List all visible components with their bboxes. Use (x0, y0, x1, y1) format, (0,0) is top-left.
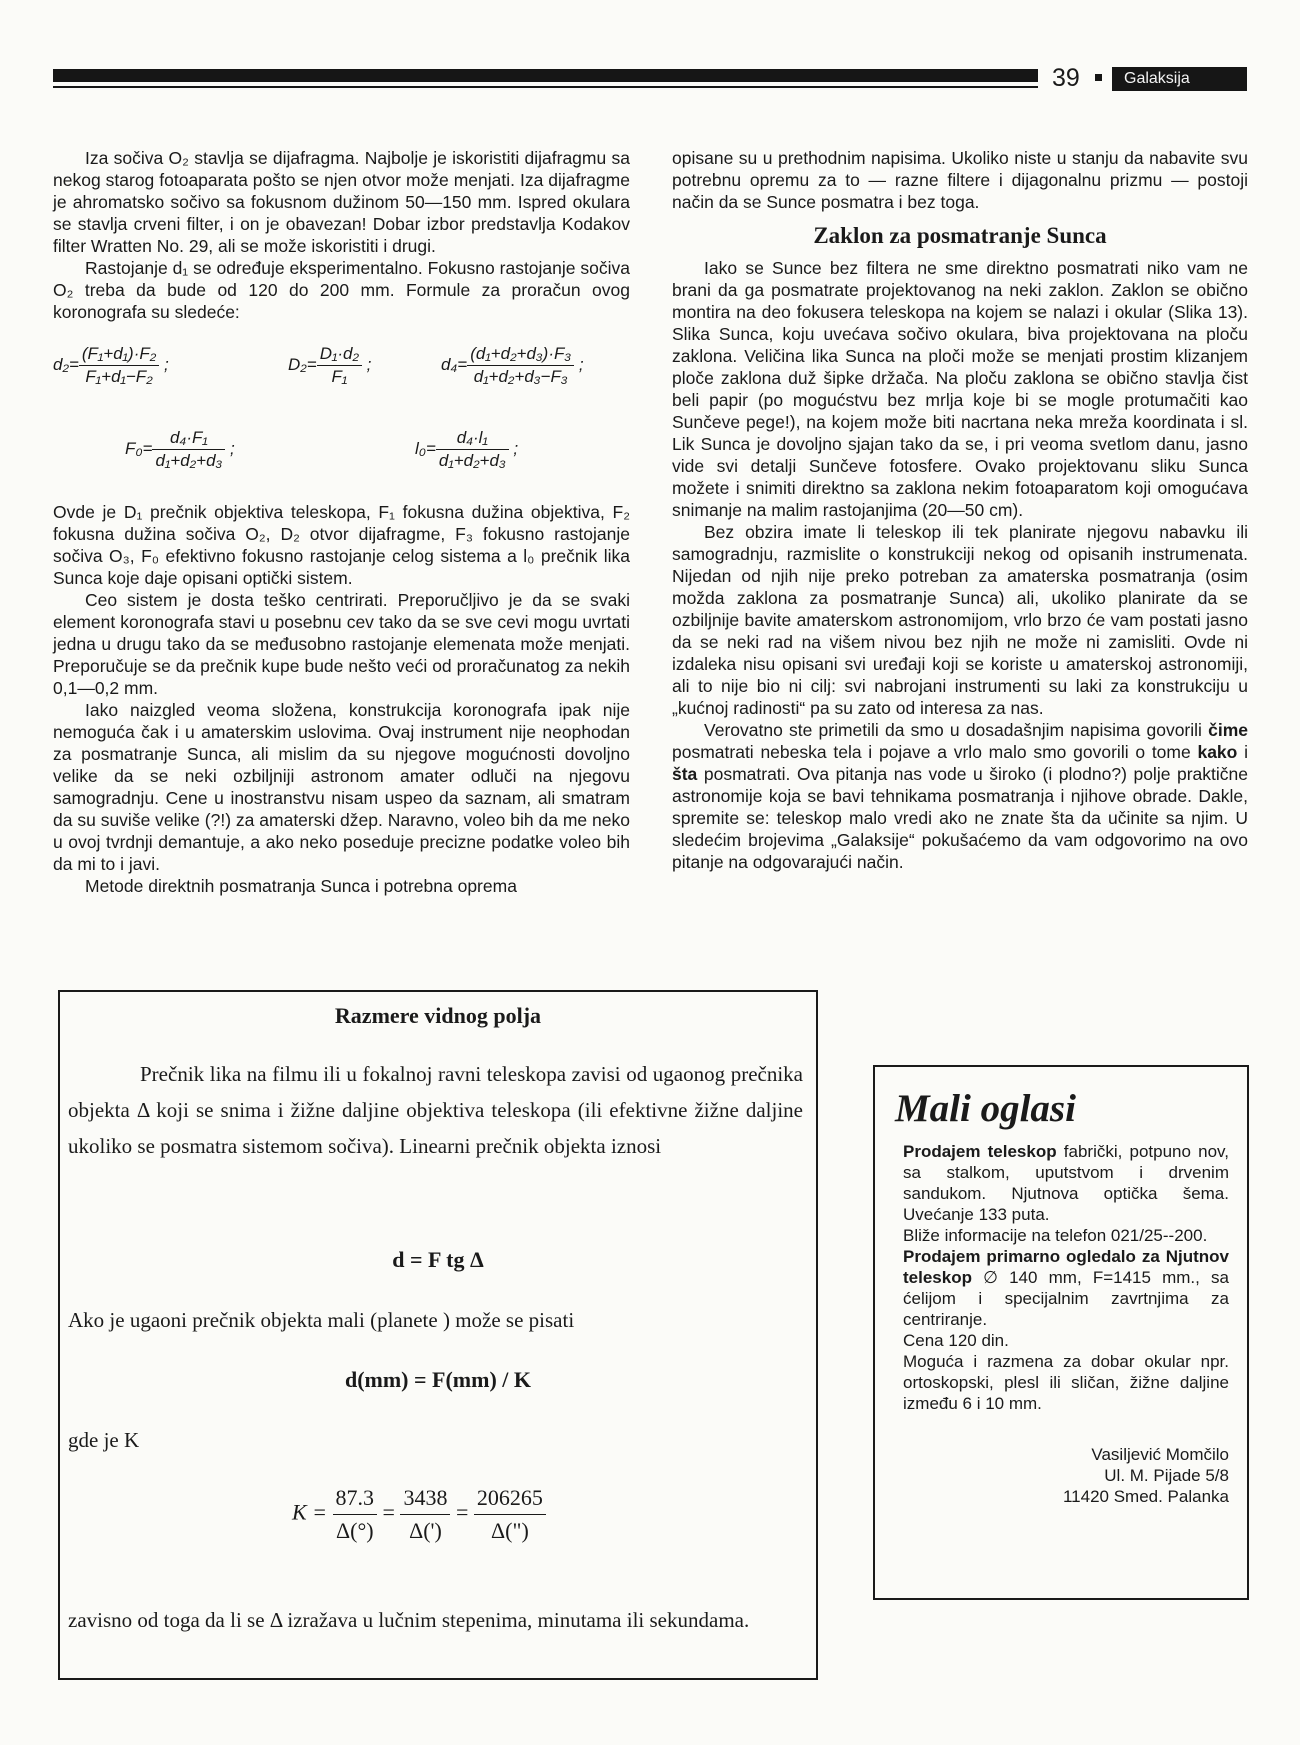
right-paragraph-1: opisane su u prethodnim napisima. Ukoliko niste u stanju da nabavite svu potrebnu opremu za to — razne filtere i dijagonalnu prizmu — postoji način da se Sunce posmatra i bez toga. (672, 148, 1248, 212)
page-number: 39 (1052, 64, 1080, 92)
ad-1: Prodajem teleskop fabrički, potpuno nov, sa stalkom, uputstvom i drvenim sandukom. Njutnova optička šema. Uvećanje 133 puta. (903, 1142, 1229, 1224)
box-paragraph-2: Ako je ugaoni prečnik objekta mali (planete ) može se pisati (68, 1308, 575, 1332)
header-rule-thin (53, 86, 1038, 88)
left-paragraph-4: Ceo sistem je dosta teško centrirati. Preporučljivo je da se svaki element koronografa stavi u posebnu cev tako da se sve cevi mogu uvrtati jedna u drugu tako da se međusobno rastojanje elemenata može menjati. Preporučuje se da prečnik kupe bude nešto veći od proračunatog za nekih 0,1—0,2 mm. (53, 590, 630, 698)
box-paragraph-1: Prečnik lika na filmu ili u fokalnoj ravni teleskopa zavisi od ugaonog prečnika objekta Δ koji se snima i žižne daljine objektiva teleskopa (ili efektivne žižne daljine ukoliko se posmatra sistemom sočiva). Linearni prečnik objekta iznosi (68, 1062, 803, 1158)
ad-1-info: Bliže informacije na telefon 021/25--200. (903, 1226, 1208, 1245)
box-formula-k: K = $\frac{87.3}{\Delta(^\circ)}$ = $\frac{3438}{\Delta(')}$ = $\frac{206265}{\Delta(")}$ (292, 1482, 546, 1547)
formula-d4: d₄= $\frac{\text{(d₁+d₂+d₃)·F₃}}{\text{d₁+d₂+d₃−F₃}}$ ; (441, 344, 584, 386)
right-paragraph-2: Iako se Sunce bez filtera ne sme direktno posmatrati niko vam ne brani da ga posmatrate projektovanog na neki zaklon. Zaklon se obično montira na deo fokusera teleskopa na kojem se nalazi i okular (Slika 13). Slika Sunca, koju uvećava sočivo okulara, biva projektovana na ploču zaklona. Veličina lika Sunca na ploči može se menjati prostim klizanjem ploče zaklona duž šipke držača. Na ploču zaklona se obično stavlja čist beli papir (po mogućstvu bez mrlja koje bi se mogle protumačiti kao Sunčeve pege!), na kojem može biti nacrtana neka mreža koordinata i sl. Lik Sunca je dovoljno sjajan tako da se, i pri veoma svetlom danu, jasno vide svi detalji Sunčeve fotosfere. Ovako projektovanu sliku Sunca možete i snimiti direktno sa zaklona nekim fotoaparatom koji omogućava snimanje na malim rastojanjima (20—50 cm). (672, 258, 1248, 520)
left-paragraph-3: Ovde je D₁ prečnik objektiva teleskopa, F₁ fokusna dužina objektiva, F₂ fokusna dužina sočiva O₂, D₂ otvor dijafragme, F₃ fokusno rastojanje sočiva O₃, F₀ efektivno fokusno rastojanje celog sistema a l₀ prečnik lika Sunca koje daje opisani optički sistem. (53, 502, 630, 588)
formula-l0: l₀= $\frac{\text{d₄·l₁}}{\text{d₁+d₂+d₃}}$ ; (415, 428, 519, 470)
address-name: Vasiljević Momčilo (1091, 1445, 1229, 1464)
advertiser-address (903, 1444, 1229, 1507)
left-paragraph-5: Iako naizgled veoma složena, konstrukcija koronografa ipak nije nemoguća čak i u amaterskim uslovima. Ovaj instrument nije neophodan za posmatranje Sunca, ali mislim da su njegove mogućnosti dovoljno velike da se neki ozbiljniji astronom amater odluči na njegovu samogradnju. Cene u inostranstvu nisam uspeo da saznam, ali smatram da su suviše velike (?!) za amaterski džep. Naravno, voleo bih da me neko u ovoj tvrdnji demantuje, a ako neko poseduje precizne podatke voleo bih da mi to i javi. (53, 700, 630, 874)
address-street: Ul. M. Pijade 5/8 (1104, 1466, 1229, 1485)
right-paragraph-4: Verovatno ste primetili da smo u dosadašnjim napisima govorili čime posmatrati nebeska tela i pojave a vrlo malo smo govorili o tome kako i šta posmatrati. Ova pitanja nas vode u široko (i plodno?) polje praktične astronomije koja se bavi tehnikama posmatranja i njihove obrade. Dakle, spremite se: teleskop malo vredi ako ne znate šta da učinite sa njim. U sledećim brojevima „Galaksije“ pokušaćemo da vam odgovorimo na ovo pitanje na odgovarajući način. (672, 720, 1248, 872)
formula-D2: D₂= $\frac{\text{D₁·d₂}}{\text{F₁}}$ ; (288, 344, 372, 386)
box-paragraph-3: gde je K (68, 1428, 140, 1452)
right-column (672, 147, 1248, 873)
right-paragraph-3: Bez obzira imate li teleskop ili tek planirate njegovu nabavku ili samogradnju, razmislite o konstrukciji nekog od opisanih instrumenata. Nijedan od njih nije preko potreban za amaterska posmatranja (osim možda zaklona za posmatranje Sunca) ali, ukoliko planirate da se ozbiljnije bavite amaterskom astronomijom, vrlo brzo će vam postati jasno da se neki rad na višem nivou bez njih ne može ni zamisliti. Ovde ni izdaleka nisu opisani svi uređaji koji se koriste u amaterskoj astronomiji, ali to nije bio ni cilj: svi nabrojani instrumenti su laki za konstrukciju u „kućnoj radinosti“ pa su zato od interesa za nas. (672, 522, 1248, 718)
left-paragraph-1: Iza sočiva O₂ stavlja se dijafragma. Najbolje je iskoristiti dijafragmu sa nekog starog fotoaparata pošto se njen otvor može menjati. Iza dijafragme je ahromatsko sočivo sa fokusnom dužinom 50—150 mm. Ispred okulara se stavlja crveni filter, i on je obavezan! Dobar izbor predstavlja Kodakov filter Wratten No. 29, ali se može iskoristiti i drugi. (53, 148, 630, 256)
ad-2-price: Cena 120 din. (903, 1331, 1009, 1350)
box-formula-2: d(mm) = F(mm) / K (344, 1367, 532, 1392)
ads-title: Mali oglasi (895, 1087, 1076, 1130)
box-formula-1: d = F tg Δ (392, 1247, 484, 1272)
left-column (53, 147, 630, 897)
formula-d2: d₂= $\frac{\text{(F₁+d₁)·F₂}}{\text{F₁+d₁−F₂}}$ ; (53, 344, 169, 386)
header-rule-thick (53, 69, 1038, 82)
left-paragraph-2: Rastojanje d₁ se određuje eksperimentalno. Fokusno rastojanje sočiva O₂ treba da bude od 120 do 200 mm. Formule za proračun ovog koronografa su sledeće: (53, 258, 630, 322)
ad-2: Prodajem primarno ogledalo za Njutnov teleskop ∅ 140 mm, F=1415 mm., sa ćelijom i specijalnim zavrtnjima za centriranje. (903, 1247, 1229, 1329)
left-paragraph-6: Metode direktnih posmatranja Sunca i potrebna oprema (85, 876, 517, 896)
classified-ads-box (873, 1065, 1249, 1600)
section-heading: Zaklon za posmatranje Sunca (813, 223, 1107, 248)
magazine-label: Galaksija (1112, 67, 1247, 91)
ad-2-trade: Moguća i razmena za dobar okular npr. ortoskopski, plesl ili sličan, žižne daljine između 6 i 10 mm. (903, 1352, 1229, 1413)
formula-F0: F₀= $\frac{\text{d₄·F₁}}{\text{d₁+d₂+d₃}}$ ; (125, 428, 235, 470)
bullet-square-icon (1095, 74, 1102, 81)
box-paragraph-4: zavisno od toga da li se Δ izražava u lučnim stepenima, minutama ili sekundama. (68, 1608, 750, 1632)
field-of-view-box (58, 990, 818, 1680)
formula-block (53, 335, 630, 495)
address-city: 11420 Smed. Palanka (1062, 1487, 1229, 1506)
box-title: Razmere vidnog polja (334, 1003, 542, 1028)
